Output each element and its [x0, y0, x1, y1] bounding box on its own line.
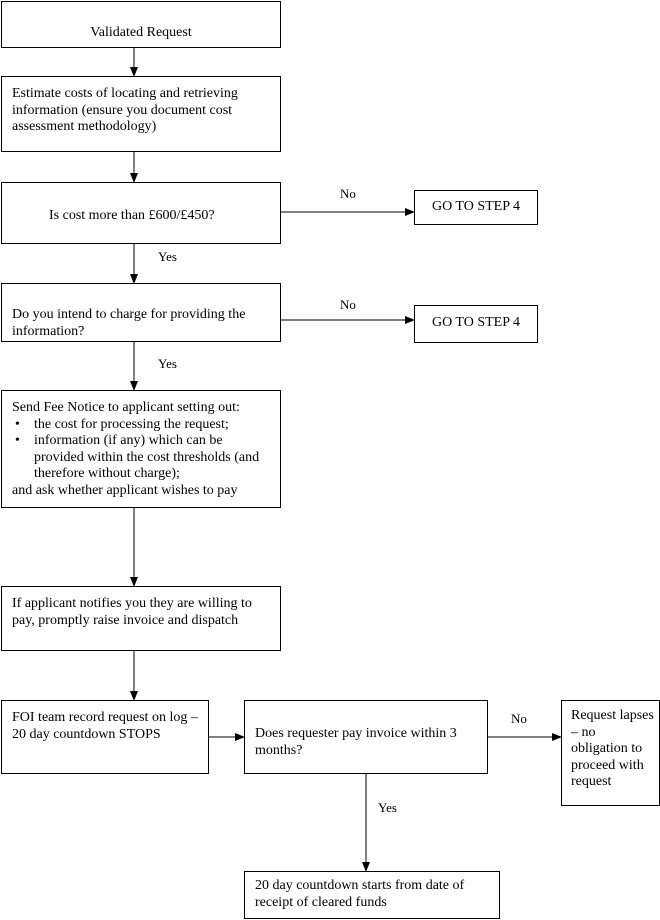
edge-label-cost-no: No [340, 186, 356, 201]
fee-notice-bullet-text: the cost for processing the request; [34, 416, 229, 432]
fee-notice-bullet-item [12, 417, 272, 434]
node-fee-notice-outro: and ask whether applicant wishes to pay [12, 482, 238, 498]
node-estimate-costs-text: Estimate costs of locating and retrieving information (ensure you document cost assessment methodology) [12, 86, 238, 134]
node-estimate-costs [1, 76, 281, 152]
fee-notice-bullet-text: information (if any) which can be provided within the cost thresholds (and therefore without charge); [34, 433, 260, 481]
edge-label-pay-yes: Yes [378, 800, 397, 815]
node-pay-question-text: Does requester pay invoice within 3 months? [255, 726, 457, 758]
edge-label-cost-yes: Yes [158, 249, 177, 264]
node-pay-question [244, 700, 488, 774]
node-countdown-starts [244, 871, 500, 919]
node-validated-request [1, 1, 281, 48]
node-cost-question [1, 182, 281, 244]
node-fee-notice-intro: Send Fee Notice to applicant setting out: [12, 400, 240, 415]
node-foi-record [1, 700, 209, 774]
node-goto-step4-a-text: GO TO STEP 4 [431, 199, 521, 214]
node-request-lapses [561, 700, 660, 806]
edge-label-pay-no: No [511, 711, 527, 726]
node-goto-step4-b-text: GO TO STEP 4 [431, 315, 521, 330]
bullet-icon: • [15, 433, 20, 448]
node-invoice [1, 586, 281, 651]
node-goto-step4-b [414, 305, 538, 343]
node-fee-notice [1, 390, 281, 508]
node-charge-question-text: Do you intend to charge for providing the information? [12, 307, 246, 339]
node-goto-step4-a [414, 190, 538, 225]
node-cost-question-text: Is cost more than £600/£450? [49, 208, 215, 223]
fee-notice-bullet-item [12, 433, 272, 483]
edge-label-charge-yes: Yes [158, 356, 177, 371]
node-charge-question [1, 283, 281, 342]
fee-notice-bullet-list [12, 417, 272, 483]
edge-label-charge-no: No [340, 297, 356, 312]
bullet-icon: • [15, 416, 20, 432]
node-countdown-starts-text: 20 day countdown starts from date of receipt of cleared funds [255, 878, 465, 910]
node-validated-request-text: Validated Request [90, 25, 192, 40]
node-request-lapses-text: Request lapses – no obligation to proceed with request [571, 708, 654, 789]
node-invoice-text: If applicant notifies you they are willing to pay, promptly raise invoice and dispatch [12, 596, 252, 628]
node-foi-record-text: FOI team record request on log – 20 day countdown STOPS [12, 710, 198, 742]
